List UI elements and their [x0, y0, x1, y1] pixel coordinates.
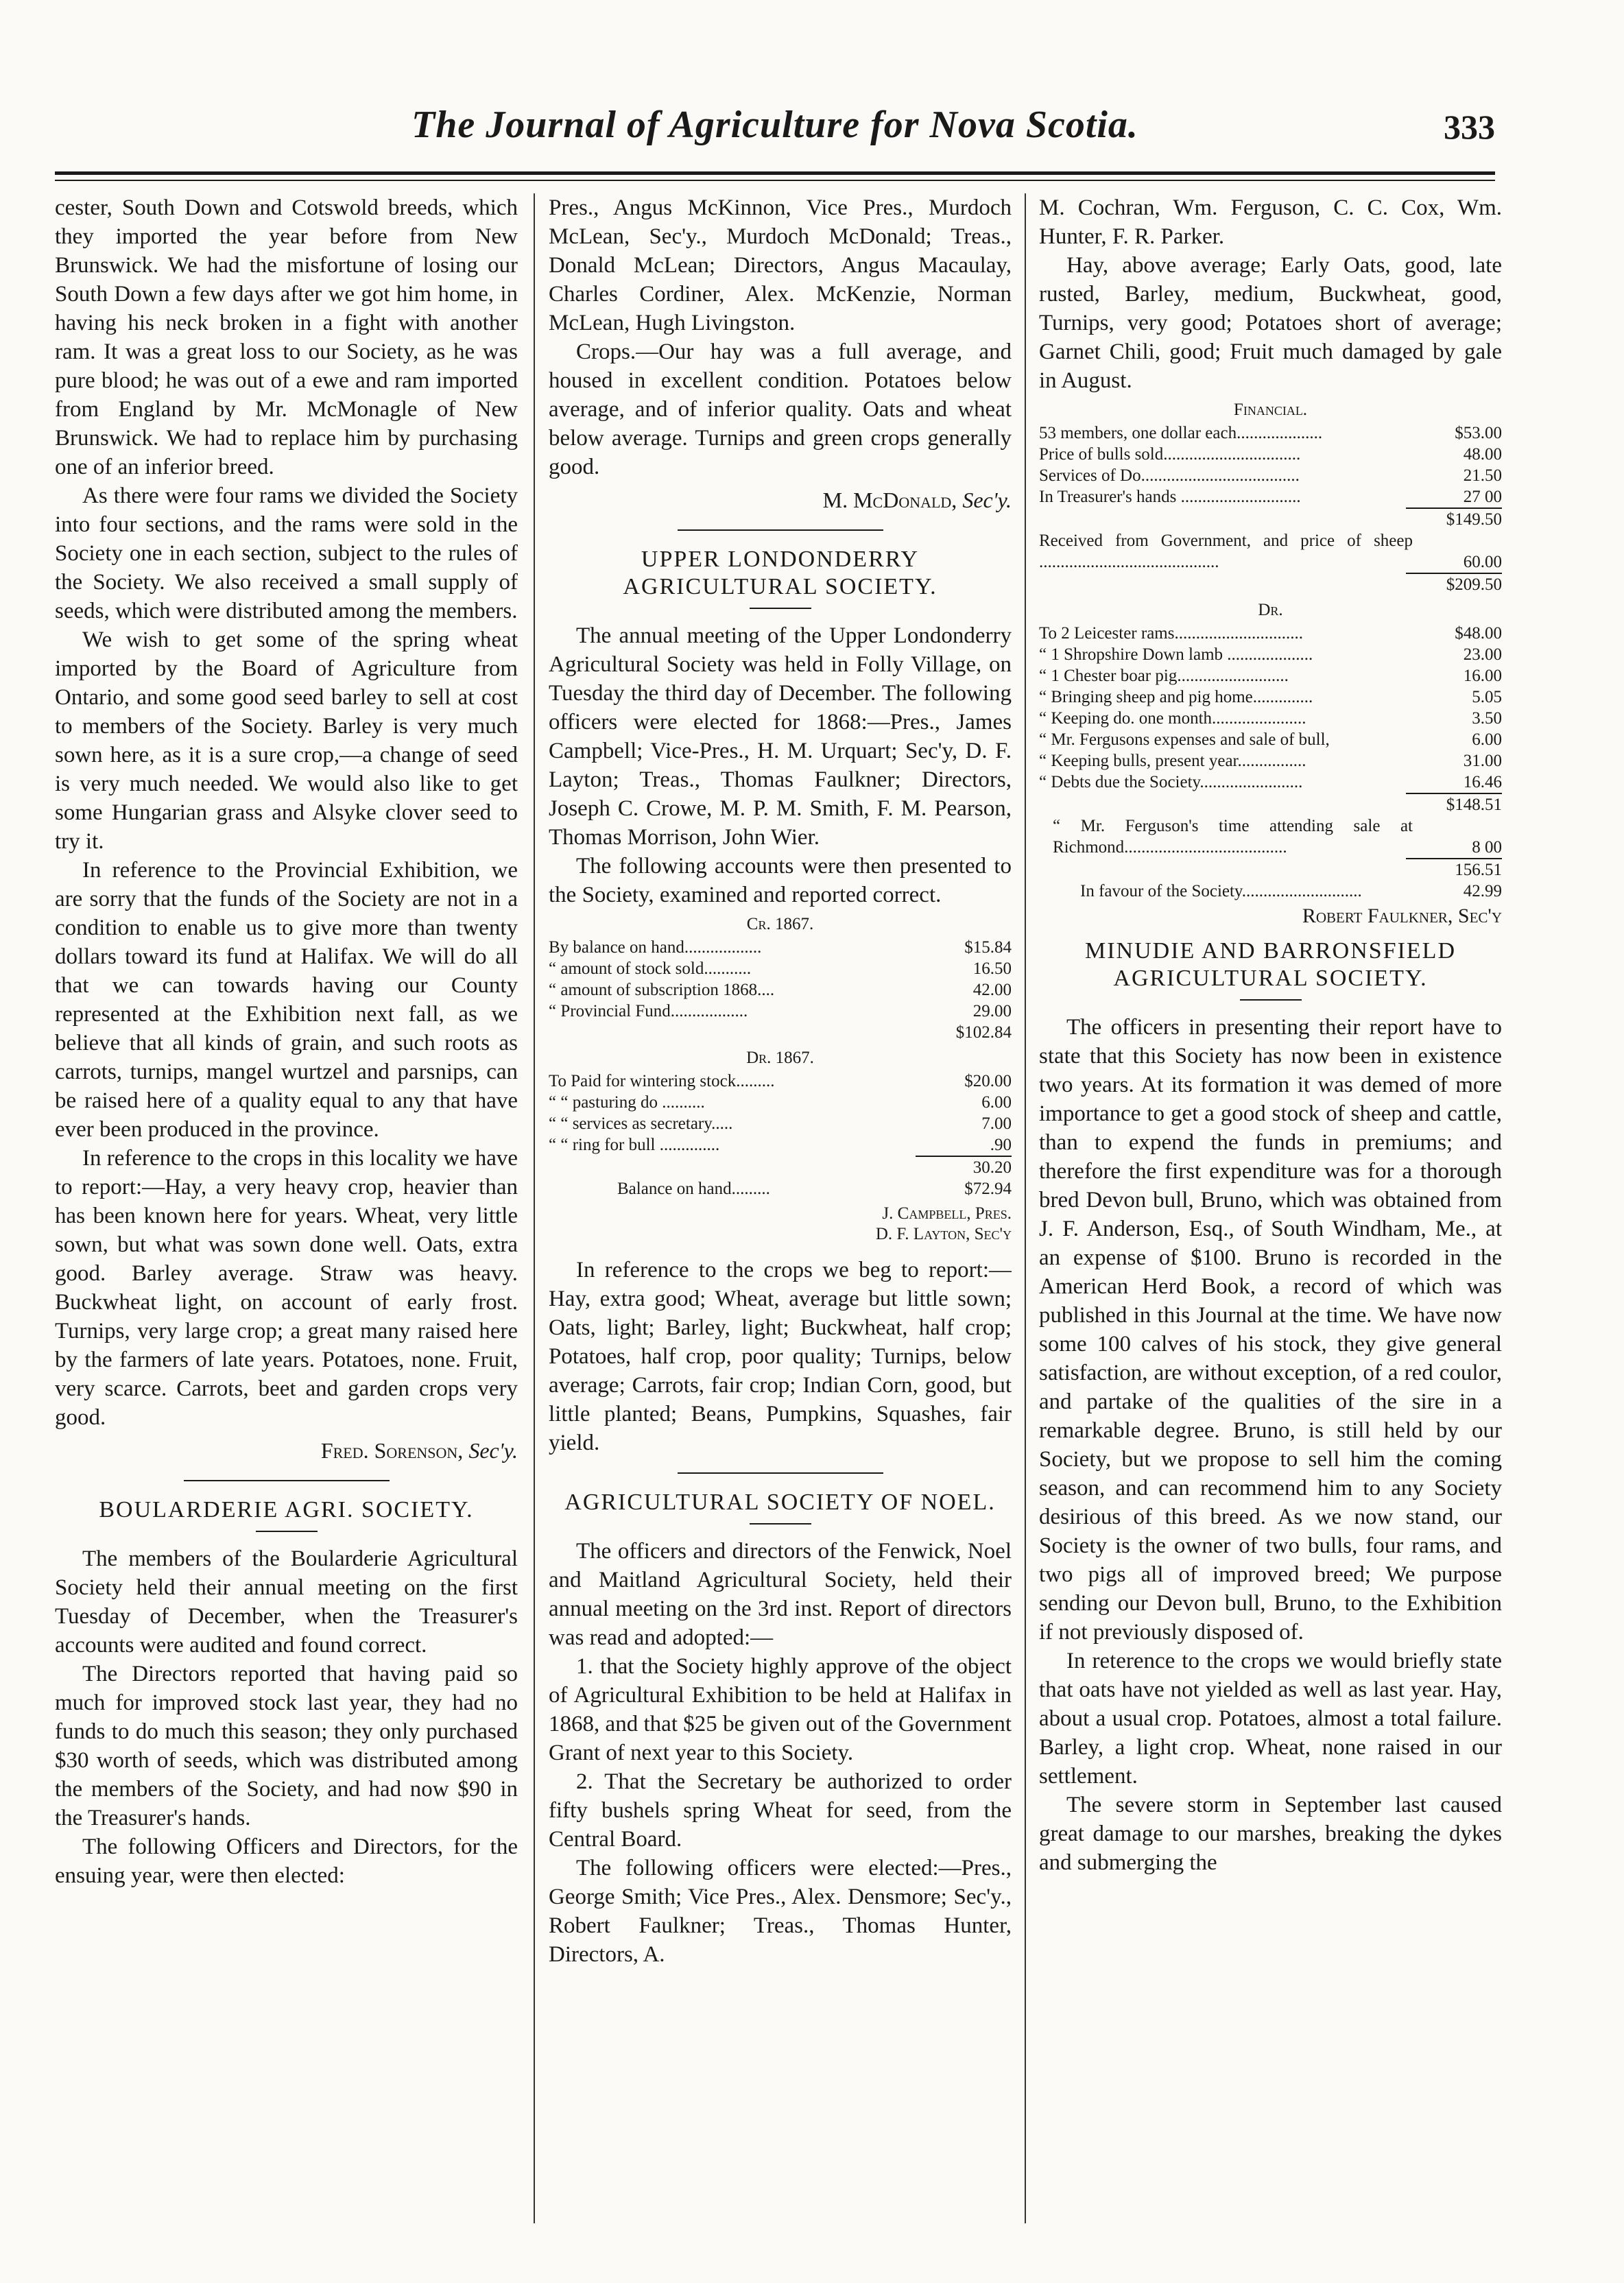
account-amount: 60.00 [1463, 553, 1502, 571]
signature-name: M. McDonald, [822, 488, 957, 512]
account-row [549, 937, 1012, 958]
financial-heading: Financial. [1233, 401, 1308, 419]
financial-account [1039, 422, 1502, 595]
account-cr [549, 937, 1012, 1043]
section-heading-noel: AGRICULTURAL SOCIETY OF NOEL. [564, 1490, 996, 1515]
account-amount: 42.00 [972, 981, 1012, 999]
favour-label: In favour of the Society............................ [1080, 882, 1362, 900]
paragraph: Hay, above average; Early Oats, good, late rusted, Barley, medium, Buckwheat, good, Turnips, very good; Potatoes short of average; Garnet Chili, good; Fruit much damaged by gale in August. [1039, 253, 1502, 393]
paragraph: The members of the Boularderie Agricultural Society held their annual meeting on the first Tuesday of December, when the Treasurer's accounts were audited and found correct. [55, 1546, 518, 1658]
account-row [1039, 772, 1502, 793]
account-amount: 16.00 [1463, 667, 1502, 685]
column-3 [1039, 193, 1502, 2237]
account-row [549, 1092, 1012, 1113]
signer-president: J. Campbell, Pres. [882, 1204, 1012, 1223]
account-label: “ amount of stock sold........... [549, 959, 752, 978]
account-label: “ Keeping bulls, present year................ [1039, 752, 1306, 770]
account-row [1039, 530, 1502, 573]
account-row [549, 1134, 1012, 1156]
heading-rule [1240, 999, 1302, 1001]
paragraph: Crops.—Our hay was a full average, and housed in excellent condition. Potatoes below average, and of inferior quality. Oats and wheat below average. Turnips and green crops generally good. [549, 339, 1012, 479]
section-heading-boularderie: BOULARDERIE AGRI. SOCIETY. [99, 1497, 474, 1522]
paragraph: cester, South Down and Cotswold breeds, which they imported the year before from New Brunswick. We had the misfortune of losing our South Down a few days after we got him home, in having his neck broken in a fight with another ram. It was a great loss to our Society, as he was pure blood; he was out of a ewe and ram imported from England by Mr. McMonagle of New Brunswick. We had to replace him by purchasing one of an inferior breed. [55, 195, 518, 479]
account-amount: 5.05 [1472, 688, 1502, 706]
heading-rule [256, 1531, 318, 1532]
account-amount: 48.00 [1463, 445, 1502, 464]
account-total: $209.50 [1446, 575, 1502, 594]
heading-rule [750, 1523, 811, 1525]
signer-secretary: D. F. Layton, Sec'y [875, 1225, 1012, 1243]
account-dr [1039, 623, 1502, 902]
signer-faulkner: Robert Faulkner, Sec'y [1302, 905, 1502, 927]
column-2 [549, 193, 1012, 2237]
section-separator [678, 529, 883, 531]
account-row [549, 979, 1012, 1001]
account-subtotal: $149.50 [1446, 510, 1502, 529]
account-row [1039, 815, 1502, 858]
paragraph: The officers in presenting their report have to state that this Society has now been in existence two years. At its formation it was demed of more importance to get a good stock of sheep and cattle, than to expend the funds in premiums; and therefore the first expenditure was for a thorough bred Devon bull, Bruno, which was obtained from J. F. Anderson, Esq., of South Windham, Me., at an expense of $100. Bruno is recorded in the American Herd Book, a record of which was published in this Journal at the time. We have now some 100 calves of his stock, they give general satisfaction, are without exception, of a red coulor, and partake of the qualities of the sire in a remarkable degree. Bruno, is still held by our Society, but we propose to sell him the coming season, and can recommend him to any Society desirious of this breed. As we now stand, our Society is the owner of two bulls, four rams, and two pigs all of improved breed; We purpose sending our Devon bull, Bruno, to the Exhibition if not previously disposed of. [1039, 1015, 1502, 1645]
column-divider-1 [534, 193, 535, 2223]
page-number: 333 [1444, 108, 1495, 146]
account-total: 30.20 [972, 1158, 1012, 1177]
account-heading-dr: Dr. 1867. [746, 1049, 814, 1067]
signature-name: Fred. Sorenson, [320, 1438, 464, 1463]
paragraph: M. Cochran, Wm. Ferguson, C. C. Cox, Wm. Hunter, F. R. Parker. [1039, 195, 1502, 249]
account-label: By balance on hand.................. [549, 938, 762, 957]
account-amount: $48.00 [1455, 624, 1502, 643]
account-row [549, 1113, 1012, 1134]
account-amount: 27 00 [1463, 488, 1502, 506]
account-label: “ 1 Chester boar pig.......................... [1039, 667, 1289, 685]
balance-amount: $72.94 [964, 1180, 1012, 1198]
account-row [1039, 422, 1502, 444]
account-row [1039, 486, 1502, 507]
paragraph: We wish to get some of the spring wheat imported by the Board of Agriculture from Ontario, and some good seed barley to sell at cost to members of the Society. Barley is very much sown here, as it is a sure crop,—a change of seed is very much needed. We would also like to get some Hungarian grass and Alsyke clover seed to try it. [55, 627, 518, 854]
account-amount: $15.84 [964, 938, 1012, 957]
favour-amount: 42.99 [1463, 882, 1502, 900]
account-total: 156.51 [1455, 861, 1502, 879]
account-label: “ Provincial Fund.................. [549, 1002, 748, 1020]
section-separator [184, 1480, 390, 1481]
account-amount: 31.00 [1463, 752, 1502, 770]
paragraph: 2. That the Secretary be authorized to order fifty bushels spring Wheat for seed, from the Central Board. [549, 1769, 1012, 1852]
account-amount: $20.00 [964, 1072, 1012, 1090]
column-1 [55, 193, 518, 2237]
section-separator [678, 1472, 883, 1474]
header-rule-thick [55, 171, 1495, 175]
account-label: “ Debts due the Society........................ [1039, 773, 1303, 791]
account-label: In Treasurer's hands ............................ [1039, 488, 1301, 506]
account-amount: 6.00 [1472, 730, 1502, 749]
paragraph: The following officers were elected:—Pres., George Smith; Vice Pres., Alex. Densmore; Sec'y., Robert Faulkner; Treas., Thomas Hunter, Directors, A. [549, 1856, 1012, 1967]
paragraph: The Directors reported that having paid so much for improved stock last year, they had no funds to do much this season; they only purchased $30 worth of seeds, which was distributed among the members of the Society, and had now $90 in the Treasurer's hands. [55, 1662, 518, 1830]
heading-rule [750, 608, 811, 609]
account-amount: .90 [990, 1136, 1012, 1154]
account-label: “ “ ring for bull .............. [549, 1136, 720, 1154]
account-row [549, 1001, 1012, 1022]
account-row [1039, 623, 1502, 644]
balance-label: Balance on hand......... [617, 1180, 770, 1198]
account-label: “ amount of subscription 1868.... [549, 981, 775, 999]
account-label: To Paid for wintering stock......... [549, 1072, 775, 1090]
account-amount: 16.46 [1463, 773, 1502, 791]
account-row [1039, 644, 1502, 665]
account-row [1039, 708, 1502, 729]
account-label: Services of Do..................................... [1039, 466, 1300, 485]
account-label: “ Mr. Fergusons expenses and sale of bull, [1039, 730, 1330, 749]
account-row [1039, 686, 1502, 708]
account-label: “ “ pasturing do .......... [549, 1093, 705, 1112]
page-header [55, 103, 1495, 158]
account-amount: 23.00 [1463, 645, 1502, 664]
account-label: “ “ services as secretary..... [549, 1114, 733, 1133]
account-dr [549, 1071, 1012, 1199]
account-label: “ Bringing sheep and pig home.............. [1039, 688, 1313, 706]
balance-row [549, 1178, 1012, 1199]
account-subtotal: $148.51 [1446, 796, 1502, 814]
signature-mcdonald [549, 486, 1012, 514]
account-row [1039, 729, 1502, 750]
paragraph: In reterence to the crops we would briefly state that oats have not yielded as well as last year. Hay, about a usual crop. Potatoes, almost a total failure. Barley, a light crop. Wheat, none raised in our settlement. [1039, 1649, 1502, 1789]
section-heading-minudie: MINUDIE AND BARRONSFIELD AGRICULTURAL SOCIETY. [1084, 938, 1457, 991]
paragraph: The following Officers and Directors, for the ensuing year, were then elected: [55, 1834, 518, 1888]
paragraph: The officers and directors of the Fenwick, Noel and Maitland Agricultural Society, held their annual meeting on the 3rd inst. Report of directors was read and adopted:— [549, 1539, 1012, 1650]
account-amount: 6.00 [981, 1093, 1012, 1112]
account-label: Received from Government, and price of sheep .......................................... [1039, 531, 1413, 571]
account-label: To 2 Leicester rams.............................. [1039, 624, 1303, 643]
account-label: Price of bulls sold................................ [1039, 445, 1301, 464]
account-amount: 21.50 [1463, 466, 1502, 485]
paragraph: Pres., Angus McKinnon, Vice Pres., Murdoch McLean, Sec'y., Murdoch McDonald; Treas., Donald McLean; Directors, Angus Macaulay, Charles Cordiner, Alex. McKenzie, Norman McLean, Hugh Livingston. [549, 195, 1012, 335]
paragraph: As there were four rams we divided the Society into four sections, and the rams were sold in the Society one in each section, subject to the rules of the Society. We also received a small supply of seeds, which were distributed among the members. [55, 483, 518, 623]
signature-sorenson [55, 1436, 518, 1465]
signature-title: Sec'y. [468, 1438, 518, 1463]
account-amount: 7.00 [981, 1114, 1012, 1133]
column-divider-2 [1025, 193, 1026, 2223]
account-amount: 16.50 [972, 959, 1012, 978]
account-label: 53 members, one dollar each.................... [1039, 424, 1323, 442]
paragraph: The annual meeting of the Upper Londonderry Agricultural Society was held in Folly Village, on Tuesday the third day of December. The following officers were elected for 1868:—Pres., James Campbell; Vice-Pres., H. M. Urquart; Sec'y, D. F. Layton; Treas., Thomas Faulkner; Directors, Joseph C. Crowe, M. P. M. Smith, F. M. Pearson, Thomas Morrison, John Wier. [549, 623, 1012, 850]
paragraph: The following accounts were then presented to the Society, examined and reported correct. [549, 854, 1012, 907]
journal-title: The Journal of Agriculture for Nova Scotia. [411, 104, 1138, 146]
account-heading-dr: Dr. [1258, 601, 1283, 619]
account-label: “ Keeping do. one month...................... [1039, 709, 1306, 728]
account-amount: $53.00 [1455, 424, 1502, 442]
account-row [1039, 750, 1502, 772]
section-heading-upper-londonderry: UPPER LONDONDERRY AGRICULTURAL SOCIETY. [623, 547, 938, 599]
account-label: “ 1 Shropshire Down lamb .................... [1039, 645, 1313, 664]
account-amount: 29.00 [972, 1002, 1012, 1020]
account-amount: 8 00 [1472, 838, 1502, 857]
account-total: $102.84 [955, 1023, 1012, 1042]
paragraph: In reference to the Provincial Exhibition, we are sorry that the funds of the Society are not in a condition to enable us to give more than twenty dollars toward its fund at Halifax. We will do all that we can towards having our County represented at the Exhibition next fall, as we believe that all kinds of grain, and such roots as carrots, turnips, mangel wurtzel and parsnips, can be raised here of a quality equal to any that have ever been produced in the province. [55, 858, 518, 1142]
account-label: “ Mr. Ferguson's time attending sale at Richmond...................................... [1053, 817, 1413, 857]
account-row [1039, 465, 1502, 486]
paragraph: The severe storm in September last caused great damage to our marshes, breaking the dykes and submerging the [1039, 1793, 1502, 1875]
paragraph: In reference to the crops in this locality we have to report:—Hay, a very heavy crop, heavier than has been known here for years. Wheat, very little sown, but what was sown done well. Oats, extra good. Barley average. Straw was heavy. Buckwheat light, on account of early frost. Turnips, very large crop; a great many raised here by the farmers of late years. Potatoes, none. Fruit, very scarce. Carrots, beet and garden crops very good. [55, 1146, 518, 1430]
account-row [1039, 444, 1502, 465]
account-amount: 3.50 [1472, 709, 1502, 728]
signature-title: Sec'y. [962, 488, 1012, 512]
favour-row [1039, 881, 1502, 902]
header-rule-thin [55, 180, 1495, 181]
paragraph: In reference to the crops we beg to report:—Hay, extra good; Wheat, average but little sown; Oats, light; Barley, light; Buckwheat, half crop; Potatoes, half crop, poor quality; Turnips, below average; Carrots, fair crop; Indian Corn, good, but little planted; Beans, Pumpkins, Squashes, fair yield. [549, 1258, 1012, 1455]
account-row [549, 1071, 1012, 1092]
account-signers [549, 1204, 1012, 1245]
account-row [1039, 665, 1502, 686]
paragraph: 1. that the Society highly approve of the object of Agricultural Exhibition to be held at Halifax in 1868, and that $25 be given out of the Government Grant of next year to this Society. [549, 1654, 1012, 1765]
account-row [549, 958, 1012, 979]
account-heading-cr: Cr. 1867. [746, 915, 814, 933]
